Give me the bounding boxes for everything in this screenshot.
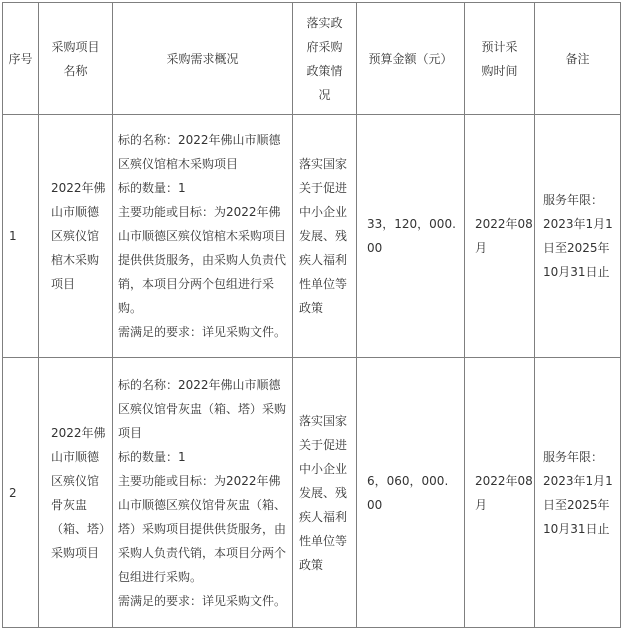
row-overview (113, 358, 293, 628)
table-row (3, 358, 621, 628)
row-index: 1 (3, 115, 39, 358)
row-remarks: 服务年限：2023年1月1日至2025年10月31日止 (535, 115, 621, 358)
overview-quantity: 标的数量：1 (118, 449, 186, 464)
header-time: 预计采购时间 (465, 3, 535, 115)
header-budget: 预算金额（元） (357, 3, 465, 115)
overview-quantity: 标的数量：1 (118, 181, 186, 195)
overview-function: 主要功能或目标：为2022年佛山市顺德区殡仪馆骨灰盅（箱、塔）采购项目提供供货服务，由采购人负责代销，本项目分两个包组进行采购。 (118, 473, 287, 584)
header-row (3, 3, 621, 115)
row-time: 2022年08月 (465, 358, 535, 628)
table-row (3, 115, 621, 358)
row-time: 2022年08月 (465, 115, 535, 358)
row-project-name: 2022年佛山市顺德区殡仪馆棺木采购项目 (39, 115, 113, 358)
row-overview (113, 115, 293, 358)
header-index: 序号 (3, 3, 39, 115)
row-policy: 落实国家关于促进中小企业发展、残疾人福利性单位等政策 (293, 115, 357, 358)
overview-requirement: 需满足的要求：详见采购文件。 (118, 325, 287, 339)
header-overview: 采购需求概况 (113, 3, 293, 115)
header-remarks: 备注 (535, 3, 621, 115)
overview-requirement: 需满足的要求：详见采购文件。 (118, 593, 287, 608)
row-budget: 33，120，000. 00 (357, 115, 465, 358)
procurement-table (2, 2, 621, 628)
overview-function: 主要功能或目标：为2022年佛山市顺德区殡仪馆棺木采购项目提供供货服务，由采购人负责代销，本项目分两个包组进行采购。 (118, 205, 287, 315)
row-project-name: 2022年佛山市顺德区殡仪馆骨灰盅（箱、塔）采购项目 (39, 358, 113, 628)
overview-subject-name: 标的名称：2022年佛山市顺德区殡仪馆骨灰盅（箱、塔）采购项目 (118, 377, 287, 440)
row-budget: 6，060，000. 00 (357, 358, 465, 628)
row-policy: 落实国家关于促进中小企业发展、残疾人福利性单位等政策 (293, 358, 357, 628)
row-remarks: 服务年限：2023年1月1日至2025年10月31日止 (535, 358, 621, 628)
row-index: 2 (3, 358, 39, 628)
overview-subject-name: 标的名称：2022年佛山市顺德区殡仪馆棺木采购项目 (118, 133, 281, 171)
header-policy: 落实政府采购政策情况 (293, 3, 357, 115)
header-project-name: 采购项目名称 (39, 3, 113, 115)
